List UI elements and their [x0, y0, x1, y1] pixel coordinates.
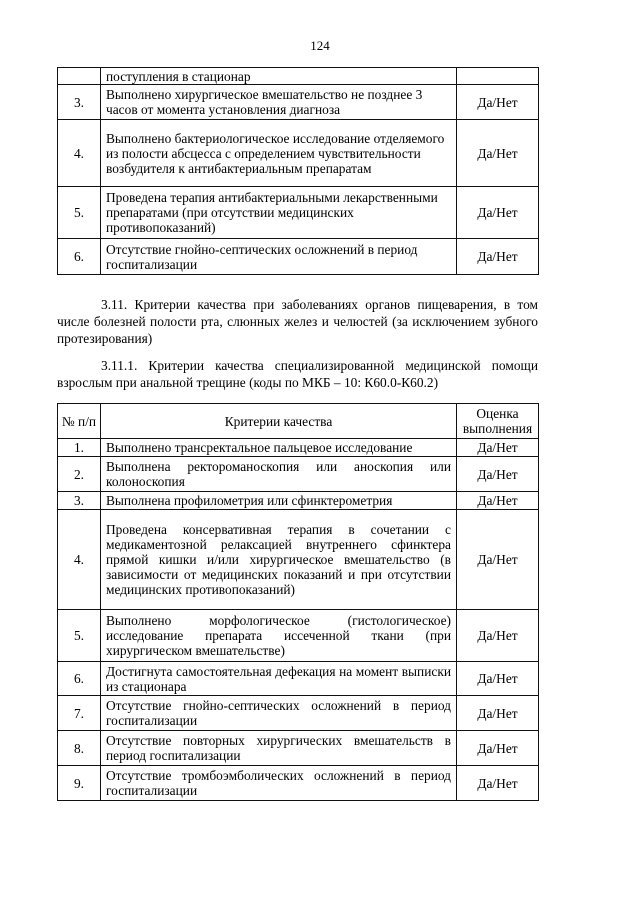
criteria-table-anal-fissure — [57, 403, 539, 801]
table-row — [58, 187, 539, 239]
assessment-value: Да/Нет — [457, 187, 539, 239]
assessment-value — [457, 68, 539, 85]
row-number: 1. — [58, 439, 101, 457]
criterion-text: Выполнена ректороманоскопия или аноскопия или колоноскопия — [101, 457, 457, 492]
criterion-text: Отсутствие тромбоэмболических осложнений в период госпитализации — [101, 766, 457, 801]
table-row — [58, 120, 539, 187]
header-criteria: Критерии качества — [101, 404, 457, 439]
table-row — [58, 239, 539, 275]
row-number: 7. — [58, 696, 101, 731]
row-number: 4. — [58, 120, 101, 187]
header-assessment: Оценка выполнения — [457, 404, 539, 439]
row-number: 5. — [58, 187, 101, 239]
table-row — [58, 610, 539, 662]
row-number: 3. — [58, 85, 101, 120]
criterion-text: Выполнено трансректальное пальцевое исследование — [101, 439, 457, 457]
row-number: 6. — [58, 662, 101, 696]
row-number — [58, 68, 101, 85]
section-3-11-1-text: 3.11.1. Критерии качества специализированной медицинской помощи взрослым при анальной трещине (коды по МКБ – 10: К60.0-К60.2) — [57, 358, 538, 390]
table-row — [58, 492, 539, 510]
criterion-text: Отсутствие повторных хирургических вмешательств в период госпитализации — [101, 731, 457, 766]
section-heading-3-11-1 — [57, 357, 538, 391]
table-row — [58, 85, 539, 120]
table-row — [58, 662, 539, 696]
assessment-value: Да/Нет — [457, 492, 539, 510]
row-number: 2. — [58, 457, 101, 492]
row-number: 8. — [58, 731, 101, 766]
page-number: 124 — [310, 38, 330, 53]
criterion-text: Отсутствие гнойно-септических осложнений в период госпитализации — [101, 239, 457, 275]
section-heading-3-11 — [57, 296, 538, 347]
table-row — [58, 457, 539, 492]
assessment-value: Да/Нет — [457, 439, 539, 457]
header-number: № п/п — [58, 404, 101, 439]
row-number: 9. — [58, 766, 101, 801]
table-row — [58, 439, 539, 457]
criterion-text: Выполнено бактериологическое исследование отделяемого из полости абсцесса с определением чувствительности возбудителя к антибактериальным препаратам — [101, 120, 457, 187]
table-row — [58, 696, 539, 731]
assessment-value: Да/Нет — [457, 696, 539, 731]
criteria-table-continued — [57, 67, 539, 275]
row-number: 6. — [58, 239, 101, 275]
assessment-value: Да/Нет — [457, 510, 539, 610]
criterion-text: Выполнено морфологическое (гистологическое) исследование препарата иссеченной ткани (при хирургическом вмешательстве) — [101, 610, 457, 662]
assessment-value: Да/Нет — [457, 610, 539, 662]
criterion-text: Выполнено хирургическое вмешательство не позднее 3 часов от момента установления диагноза — [101, 85, 457, 120]
row-number: 3. — [58, 492, 101, 510]
assessment-value: Да/Нет — [457, 239, 539, 275]
table-row — [58, 510, 539, 610]
criterion-text: Достигнута самостоятельная дефекация на момент выписки из стационара — [101, 662, 457, 696]
table-row — [58, 68, 539, 85]
criterion-text: Выполнена профилометрия или сфинктерометрия — [101, 492, 457, 510]
assessment-value: Да/Нет — [457, 85, 539, 120]
section-3-11-text: 3.11. Критерии качества при заболеваниях органов пищеварения, в том числе болезней полости рта, слюнных желез и челюстей (за исключением зубного протезирования) — [57, 297, 538, 346]
table-header-row — [58, 404, 539, 439]
assessment-value: Да/Нет — [457, 766, 539, 801]
table-row — [58, 766, 539, 801]
criterion-text: Проведена консервативная терапия в сочетании с медикаментозной релаксацией внутреннего сфинктера прямой кишки и/или хирургическое вмешательство (в зависимости от медицинских показаний и при отсутствии медицинских противопоказаний) — [101, 510, 457, 610]
assessment-value: Да/Нет — [457, 457, 539, 492]
criterion-text: Проведена терапия антибактериальными лекарственными препаратами (при отсутствии медицинских противопоказаний) — [101, 187, 457, 239]
table-row — [58, 731, 539, 766]
row-number: 4. — [58, 510, 101, 610]
criterion-text: поступления в стационар — [101, 68, 457, 85]
assessment-value: Да/Нет — [457, 731, 539, 766]
criterion-text: Отсутствие гнойно-септических осложнений в период госпитализации — [101, 696, 457, 731]
assessment-value: Да/Нет — [457, 120, 539, 187]
assessment-value: Да/Нет — [457, 662, 539, 696]
row-number: 5. — [58, 610, 101, 662]
